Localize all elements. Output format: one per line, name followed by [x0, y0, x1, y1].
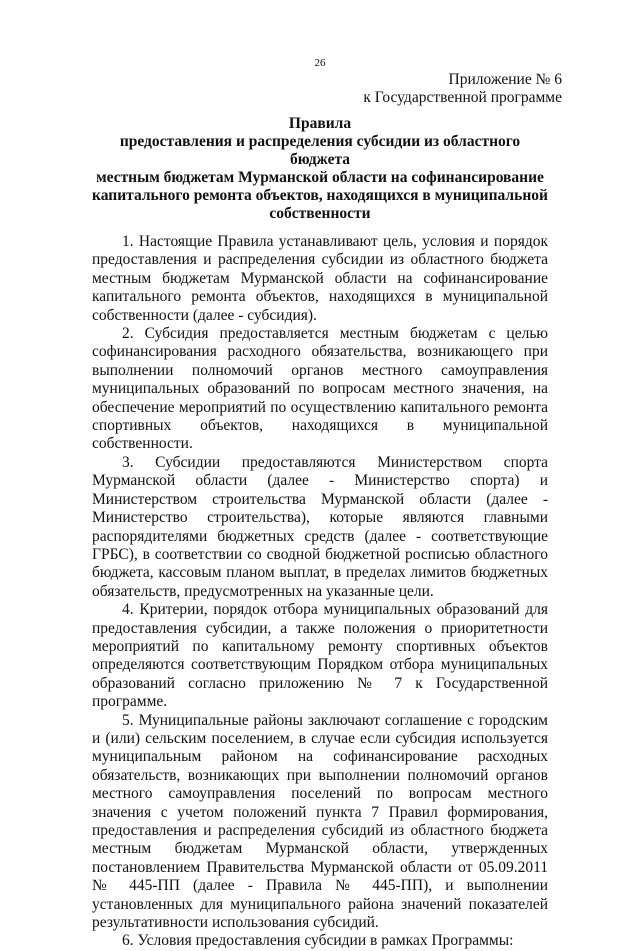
paragraph-3: 3. Субсидии предоставляются Министерством спорта Мурманской области (далее - Министерство спорта) и Министерством строительства Мурманской области (далее - Министерство строительства), которые являются главными распорядителями бюджетных средств (далее - соответствующие ГРБС), в соответствии со сводной бюджетной росписью областного бюджета, кассовым планом выплат, в пределах лимитов бюджетных обязательств, предусмотренных на указанные цели. — [92, 453, 548, 600]
title-line-4: собственности — [269, 205, 371, 222]
paragraph-2: 2. Субсидия предоставляется местным бюджетам с целью софинансирования расходного обязательства, возникающего при выполнении полномочий органов местного самоуправления муниципальных образований по вопросам местного значения, на обеспечение мероприятий по осуществлению капитального ремонта спортивных объектов, находящихся в муниципальной собственности. — [92, 325, 548, 453]
appendix-line-2: к Государственной программе — [363, 89, 562, 106]
document-title — [90, 115, 550, 223]
title-line-3: капитального ремонта объектов, находящихся в муниципальной — [92, 187, 548, 204]
appendix-line-1: Приложение № 6 — [448, 71, 562, 88]
appendix-header — [363, 71, 562, 107]
page-number: 26 — [314, 57, 326, 69]
title-line-2: местным бюджетам Мурманской области на софинансирование — [96, 169, 544, 186]
paragraph-1: 1. Настоящие Правила устанавливают цель, условия и порядок предоставления и распределения субсидии из областного бюджета местным бюджетам Мурманской области на софинансирование капитального ремонта объектов, находящихся в муниципальной собственности (далее - субсидия). — [92, 233, 548, 324]
paragraph-6: 6. Условия предоставления субсидии в рамках Программы: — [122, 932, 514, 950]
title-heading: Правила — [288, 115, 352, 132]
document-body — [92, 233, 548, 951]
paragraph-5: 5. Муниципальные районы заключают соглашение с городским и (или) сельским поселением, в случае если субсидия используется муниципальным районом на софинансирование расходных обязательств, возникающих при выполнении полномочий органов местного самоуправления поселений по вопросам местного значения с учетом положений пункта 7 Правил формирования, предоставления и распределения субсидий из областного бюджета местным бюджетам Мурманской области, утвержденных постановлением Правительства Мурманской области от 05.09.2011 № 445-ПП (далее - Правила № 445-ПП), и выполнении установленных для муниципального района значений показателей результативности использования субсидий. — [92, 711, 548, 932]
title-line-1: предоставления и распределения субсидии из областного бюджета — [119, 133, 521, 168]
paragraph-4: 4. Критерии, порядок отбора муниципальных образований для предоставления субсидии, а также положения о приоритетности мероприятий по капитальному ремонту спортивных объектов определяются соответствующим Порядком отбора муниципальных образований согласно приложению № 7 к Государственной программе. — [92, 601, 548, 711]
